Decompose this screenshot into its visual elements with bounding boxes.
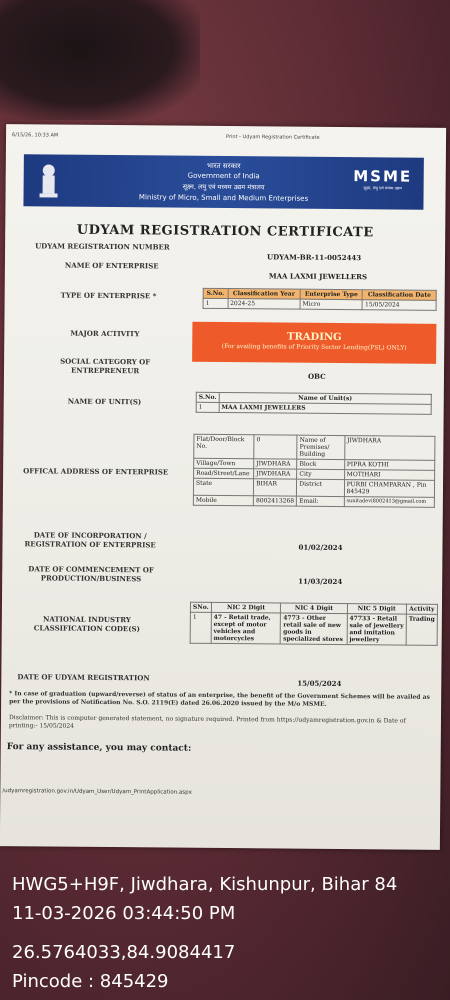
commencement-label: DATE OF COMMENCEMENT OF PRODUCTION/BUSINESS <box>28 564 154 584</box>
social-category-value: OBC <box>307 371 326 381</box>
geo-datetime: 11-03-2026 03:44:50 PM <box>12 903 236 924</box>
govt-of-india: Government of India <box>187 171 260 181</box>
addr-key: Block <box>297 459 344 469</box>
type-cell-sno: 1 <box>203 298 228 308</box>
incorporation-value: 01/02/2024 <box>298 542 343 553</box>
units-header-name: Name of Unit(s) <box>219 392 431 404</box>
nic-header-activity: Activity <box>406 604 437 614</box>
nic-header-4: NIC 4 Digit <box>281 603 347 614</box>
ministry-banner <box>23 154 423 209</box>
reg-number-label: UDYAM REGISTRATION NUMBER <box>35 241 170 252</box>
addr-key: State <box>193 478 253 496</box>
enterprise-name-label: NAME OF ENTERPRISE <box>64 260 159 271</box>
addr-val: sunitadevi8002413@gmail.com <box>344 497 435 508</box>
type-header-sno: S.No. <box>203 288 228 298</box>
ministry-name: Ministry of Micro, Small and Medium Enterprises <box>138 193 309 203</box>
enterprise-type-label: TYPE OF ENTERPRISE * <box>60 290 157 301</box>
udyam-date-value: 15/05/2024 <box>297 678 342 689</box>
units-label: NAME OF UNIT(S) <box>67 396 142 407</box>
type-cell-year: 2024-25 <box>228 299 300 310</box>
major-activity-value: TRADING <box>286 331 342 344</box>
addr-val: 8002413268 <box>253 496 296 506</box>
nic-cell-2: 47 - Retail trade, except of motor vehicles and motorcycles <box>211 612 281 644</box>
major-activity-note: (For availing benefits of Priority Sector Lending(PSL) ONLY) <box>221 342 407 352</box>
addr-val: BIHAR <box>254 479 297 496</box>
major-activity-box <box>192 322 436 364</box>
nic-table <box>190 602 438 646</box>
print-title: Print - Udyam Registration Certificate <box>226 134 320 141</box>
addr-val: PURBI CHAMPARAN , Pin 845429 <box>344 480 435 498</box>
certificate-paper <box>0 124 446 850</box>
address-label: OFFICAL ADDRESS OF ENTERPRISE <box>23 466 169 477</box>
addr-key: Village/Town <box>194 458 254 469</box>
type-header-date: Classification Date <box>363 290 437 301</box>
msme-logo-text: MSME <box>353 167 413 186</box>
dark-object <box>0 0 200 120</box>
nic-cell-activity: Trading <box>406 614 437 645</box>
addr-val: 0 <box>254 435 297 459</box>
hindi-ministry: सूक्ष्म, लघु एवं मध्यम उद्यम मंत्रालय <box>182 182 265 192</box>
msme-logo-sub: सूक्ष्म, लघु एवं मध्यम उद्यम <box>363 185 402 191</box>
addr-key: City <box>297 469 344 479</box>
nic-cell-5: 47733 - Retail sale of jewellery and imitation jewellery <box>347 614 406 646</box>
disclaimer: Disclaimer: This is computer generated statement, no signature required. Printed from https://udyamregistration.gov.in & Date of printing:- 15/05/2024 <box>8 714 406 730</box>
msme-logo <box>352 167 414 198</box>
nic-header-sno: SNo. <box>190 602 211 612</box>
address-table <box>193 434 436 508</box>
nic-cell-4: 4773 - Other retail sale of new goods in specialized stores <box>281 613 348 645</box>
commencement-value: 11/03/2024 <box>298 576 343 587</box>
units-table <box>196 392 432 415</box>
addr-val: PIPRA KOTHI <box>344 460 435 471</box>
social-category-label: SOCIAL CATEGORY OF ENTREPRENEUR <box>60 356 151 376</box>
enterprise-type-table <box>203 288 437 311</box>
incorporation-label: DATE OF INCORPORATION / REGISTRATION OF ENTERPRISE <box>24 530 156 550</box>
enterprise-name-value: MAA LAXMI JEWELLERS <box>268 271 368 282</box>
print-url: /udyamregistration.gov.in/Udyam_User/Udyam_PrintApplication.aspx <box>2 788 192 796</box>
addr-key: Email: <box>297 496 344 506</box>
graduation-footnote: * In case of graduation (upward/reverse) of status of an enterprise, the benefit of the Government Schemes will be availed as per the provisions of Notification No. S.O. 2119(E) dated 26.06.2020 issued by the M/o MSME. <box>9 690 430 708</box>
nic-cell-sno: 1 <box>190 612 211 643</box>
geo-address: HWG5+H9F, Jiwdhara, Kishunpur, Bihar 84 <box>12 874 398 895</box>
addr-val: JIWDHARA <box>254 459 297 469</box>
addr-key: Road/Street/Lane <box>194 468 254 479</box>
certificate-title: UDYAM REGISTRATION CERTIFICATE <box>76 222 374 241</box>
units-cell-name: MAA LAXMI JEWELLERS <box>219 402 431 414</box>
type-cell-date: 15/05/2024 <box>362 300 436 311</box>
addr-key: Mobile <box>193 495 253 506</box>
type-header-year: Classification Year <box>228 289 300 300</box>
geo-pincode: Pincode : 845429 <box>12 971 169 992</box>
assistance-text: For any assistance, you may contact: <box>6 742 192 754</box>
addr-key: Flat/Door/Block No. <box>194 434 254 459</box>
addr-key: District <box>297 479 344 496</box>
reg-number-value: UDYAM-BR-11-0052443 <box>266 252 362 263</box>
nic-label: NATIONAL INDUSTRY CLASSIFICATION CODE(S) <box>33 614 141 634</box>
units-cell-sno: 1 <box>196 402 219 412</box>
udyam-date-label: DATE OF UDYAM REGISTRATION <box>17 672 150 683</box>
hindi-govt: भारत सरकार <box>207 161 241 171</box>
nic-header-5: NIC 5 Digit <box>347 604 406 615</box>
addr-val: JIWDHARA <box>344 436 435 461</box>
addr-val: JIWDHARA <box>254 469 297 479</box>
units-header-sno: S.No. <box>196 392 219 402</box>
nic-header-2: NIC 2 Digit <box>211 602 281 613</box>
geo-coordinates: 26.5764033,84.9084417 <box>12 942 236 963</box>
addr-key: Name of Premises/ Building <box>297 435 345 459</box>
type-header-type: Enterprise Type <box>300 289 363 300</box>
type-cell-type: Micro <box>300 299 363 310</box>
addr-val: MOTIHARI <box>344 470 435 481</box>
print-timestamp: 6/15/26, 10:33 AM <box>12 132 59 139</box>
major-activity-label: MAJOR ACTIVITY <box>70 328 140 339</box>
